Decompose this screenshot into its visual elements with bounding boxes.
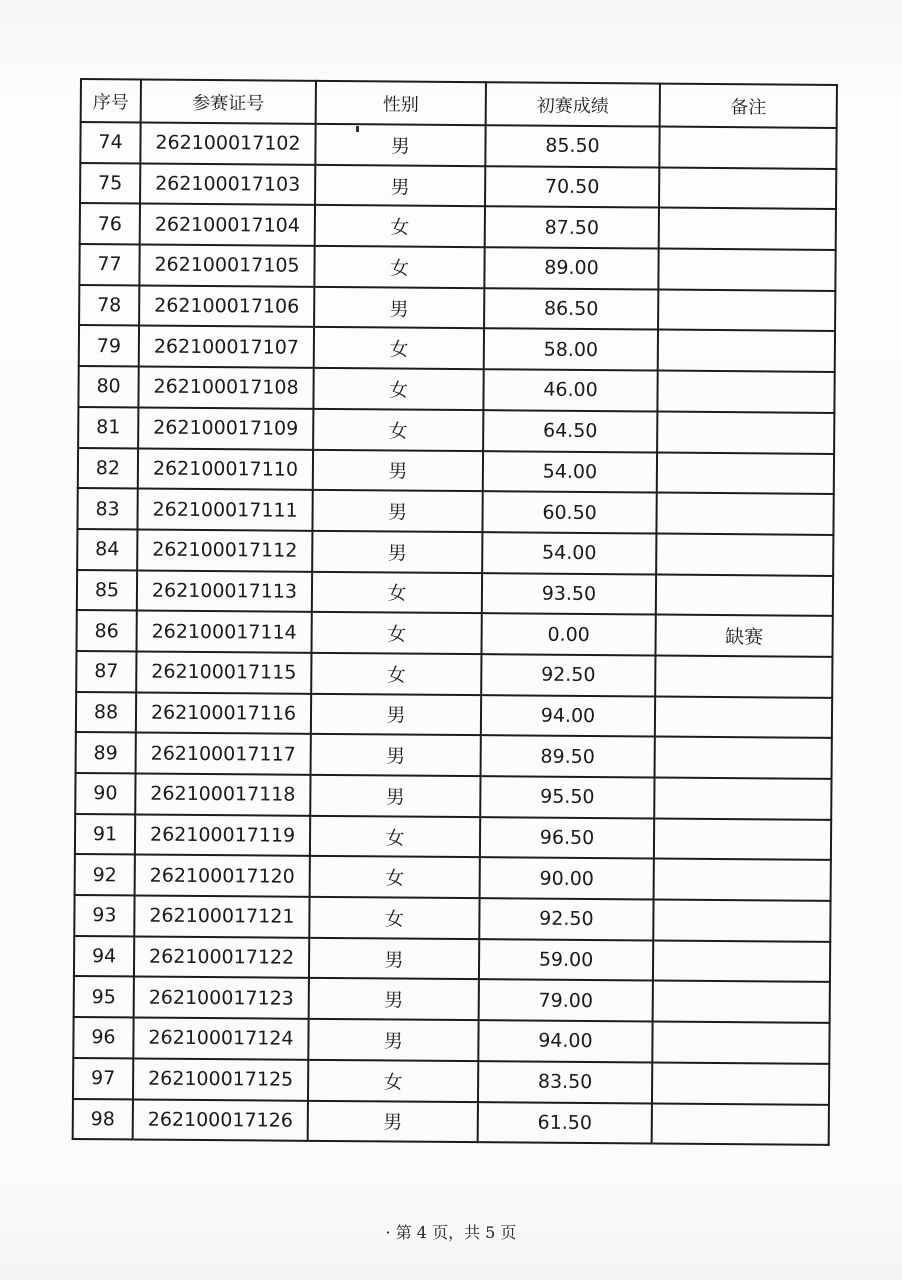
cell-id: 262100017111 xyxy=(137,489,312,531)
cell-score: 92.50 xyxy=(481,654,655,696)
cell-id: 262100017112 xyxy=(137,529,312,571)
table-row xyxy=(80,122,836,169)
cell-sex: 男 xyxy=(312,490,482,532)
table-row xyxy=(80,203,836,250)
cell-note xyxy=(656,493,833,535)
cell-id: 262100017115 xyxy=(136,651,311,693)
cell-note xyxy=(655,655,832,697)
cell-sex: 男 xyxy=(309,978,479,1020)
table-row xyxy=(73,1058,829,1105)
cell-note xyxy=(657,371,834,413)
table-row xyxy=(76,732,832,779)
cell-sex: 男 xyxy=(312,531,482,573)
cell-no: 97 xyxy=(73,1058,133,1099)
cell-sex: 男 xyxy=(313,449,483,491)
table-row xyxy=(78,366,834,413)
table-row xyxy=(77,610,833,657)
cell-score: 94.00 xyxy=(481,695,655,737)
cell-id: 262100017117 xyxy=(136,733,311,775)
cell-sex: 男 xyxy=(315,124,485,166)
cell-score: 90.00 xyxy=(480,858,654,900)
scores-table-wrap xyxy=(72,78,838,1146)
cell-note xyxy=(659,208,836,250)
cell-sex: 男 xyxy=(308,1019,478,1061)
cell-no: 96 xyxy=(73,1017,133,1058)
cell-no: 84 xyxy=(77,529,137,570)
table-row xyxy=(77,488,833,535)
cell-sex: 女 xyxy=(310,816,480,858)
cell-score: 0.00 xyxy=(481,613,655,655)
cell-id: 262100017114 xyxy=(136,611,311,653)
table-body xyxy=(73,122,837,1145)
cell-no: 81 xyxy=(78,407,138,448)
cell-sex: 女 xyxy=(314,327,484,369)
cell-score: 60.50 xyxy=(482,491,656,533)
cell-score: 79.00 xyxy=(479,980,653,1022)
cell-note xyxy=(659,167,836,209)
cell-no: 77 xyxy=(79,244,139,285)
cell-score: 64.50 xyxy=(483,410,657,452)
cell-note xyxy=(654,859,831,901)
cell-score: 89.00 xyxy=(484,247,658,289)
cell-id: 262100017105 xyxy=(139,245,314,287)
cell-sex: 男 xyxy=(311,693,481,735)
cell-sex: 女 xyxy=(313,409,483,451)
cell-score: 46.00 xyxy=(483,369,657,411)
cell-sex: 男 xyxy=(310,775,480,817)
cell-sex: 女 xyxy=(312,571,482,613)
table-row xyxy=(73,1098,829,1145)
table-row xyxy=(73,1017,829,1064)
cell-note xyxy=(653,981,830,1023)
cell-note xyxy=(656,574,833,616)
cell-sex: 女 xyxy=(311,612,481,654)
cell-sex: 男 xyxy=(309,938,479,980)
cell-note xyxy=(655,696,832,738)
cell-score: 96.50 xyxy=(480,817,654,859)
cell-id: 262100017119 xyxy=(135,814,310,856)
cell-no: 87 xyxy=(76,651,136,692)
table-row xyxy=(77,570,833,617)
cell-no: 88 xyxy=(76,692,136,733)
table-row xyxy=(77,529,833,576)
table-row xyxy=(74,895,830,942)
cell-score: 89.50 xyxy=(481,735,655,777)
table-row xyxy=(79,325,835,372)
cell-score: 86.50 xyxy=(484,288,658,330)
cell-note xyxy=(659,127,836,169)
header-sex: 性别 xyxy=(316,81,486,125)
cell-note xyxy=(656,533,833,575)
cell-no: 90 xyxy=(75,773,135,814)
cell-score: 58.00 xyxy=(484,329,658,371)
cell-note xyxy=(653,900,830,942)
cell-sex: 女 xyxy=(315,205,485,247)
cell-score: 83.50 xyxy=(478,1061,652,1103)
cell-sex: 男 xyxy=(315,165,485,207)
cell-no: 92 xyxy=(75,854,135,895)
cell-score: 70.50 xyxy=(485,166,659,208)
cell-no: 75 xyxy=(80,163,140,204)
cell-note xyxy=(657,411,834,453)
cell-no: 74 xyxy=(80,122,140,163)
cell-id: 262100017122 xyxy=(134,936,309,978)
cell-score: 92.50 xyxy=(479,898,653,940)
cell-no: 80 xyxy=(78,366,138,407)
cell-sex: 男 xyxy=(308,1100,478,1142)
cell-sex: 女 xyxy=(311,653,481,695)
table-row xyxy=(74,976,830,1023)
cell-note xyxy=(652,1022,829,1064)
cell-sex: 女 xyxy=(310,856,480,898)
header-id: 参赛证号 xyxy=(141,79,316,123)
cell-id: 262100017125 xyxy=(133,1058,308,1100)
table-row xyxy=(74,936,830,983)
cell-note xyxy=(652,1103,829,1145)
cell-no: 82 xyxy=(78,447,138,488)
cell-id: 262100017124 xyxy=(133,1018,308,1060)
cell-no: 78 xyxy=(79,285,139,326)
cell-id: 262100017106 xyxy=(139,285,314,327)
cell-id: 262100017121 xyxy=(134,896,309,938)
cell-no: 98 xyxy=(73,1098,133,1139)
cell-no: 76 xyxy=(80,203,140,244)
cell-id: 262100017116 xyxy=(136,692,311,734)
cell-sex: 女 xyxy=(313,368,483,410)
cell-score: 87.50 xyxy=(485,207,659,249)
cell-note xyxy=(652,1062,829,1104)
cell-id: 262100017126 xyxy=(133,1099,308,1141)
cell-note xyxy=(658,289,835,331)
cell-sex: 男 xyxy=(311,734,481,776)
cell-note xyxy=(654,778,831,820)
cell-note xyxy=(655,737,832,779)
cell-note xyxy=(658,249,835,291)
table-row xyxy=(80,163,836,210)
cell-id: 262100017102 xyxy=(140,122,315,164)
cell-note xyxy=(653,940,830,982)
table-row xyxy=(79,285,835,332)
header-no: 序号 xyxy=(81,79,141,122)
cell-score: 85.50 xyxy=(485,125,659,167)
cell-note: 缺赛 xyxy=(655,615,832,657)
table-row xyxy=(75,814,831,861)
cell-no: 83 xyxy=(77,488,137,529)
cell-no: 93 xyxy=(74,895,134,936)
cell-id: 262100017110 xyxy=(138,448,313,490)
cell-sex: 女 xyxy=(309,897,479,939)
cell-id: 262100017107 xyxy=(139,326,314,368)
cell-id: 262100017109 xyxy=(138,407,313,449)
table-header-row xyxy=(81,79,837,128)
cell-score: 54.00 xyxy=(483,451,657,493)
cell-note xyxy=(654,818,831,860)
cell-id: 262100017108 xyxy=(138,367,313,409)
table-row xyxy=(75,773,831,820)
cell-id: 262100017113 xyxy=(137,570,312,612)
table-row xyxy=(79,244,835,291)
page-footer: · 第 4 页，共 5 页 xyxy=(385,1223,517,1242)
cell-score: 59.00 xyxy=(479,939,653,981)
scores-table xyxy=(72,78,838,1146)
cell-id: 262100017123 xyxy=(134,977,309,1019)
cell-id: 262100017103 xyxy=(140,163,315,205)
cell-no: 91 xyxy=(75,814,135,855)
cell-id: 262100017120 xyxy=(135,855,310,897)
cell-sex: 男 xyxy=(314,287,484,329)
table-row xyxy=(76,651,832,698)
cell-score: 95.50 xyxy=(480,776,654,818)
header-score: 初赛成绩 xyxy=(486,82,660,126)
cell-no: 89 xyxy=(76,732,136,773)
table-row xyxy=(78,407,834,454)
header-note: 备注 xyxy=(660,84,837,128)
cell-score: 54.00 xyxy=(482,532,656,574)
cell-note xyxy=(658,330,835,372)
table-row xyxy=(76,692,832,739)
cell-score: 94.00 xyxy=(478,1020,652,1062)
cell-no: 85 xyxy=(77,570,137,611)
cell-no: 94 xyxy=(74,936,134,977)
cell-note xyxy=(657,452,834,494)
table-row xyxy=(75,854,831,901)
cell-sex: 女 xyxy=(314,246,484,288)
cell-id: 262100017104 xyxy=(140,204,315,246)
table-row xyxy=(78,447,834,494)
cell-score: 61.50 xyxy=(478,1102,652,1144)
cell-score: 93.50 xyxy=(482,573,656,615)
cell-id: 262100017118 xyxy=(135,773,310,815)
cell-no: 86 xyxy=(77,610,137,651)
cell-no: 95 xyxy=(74,976,134,1017)
cell-no: 79 xyxy=(79,325,139,366)
cell-sex: 女 xyxy=(308,1060,478,1102)
